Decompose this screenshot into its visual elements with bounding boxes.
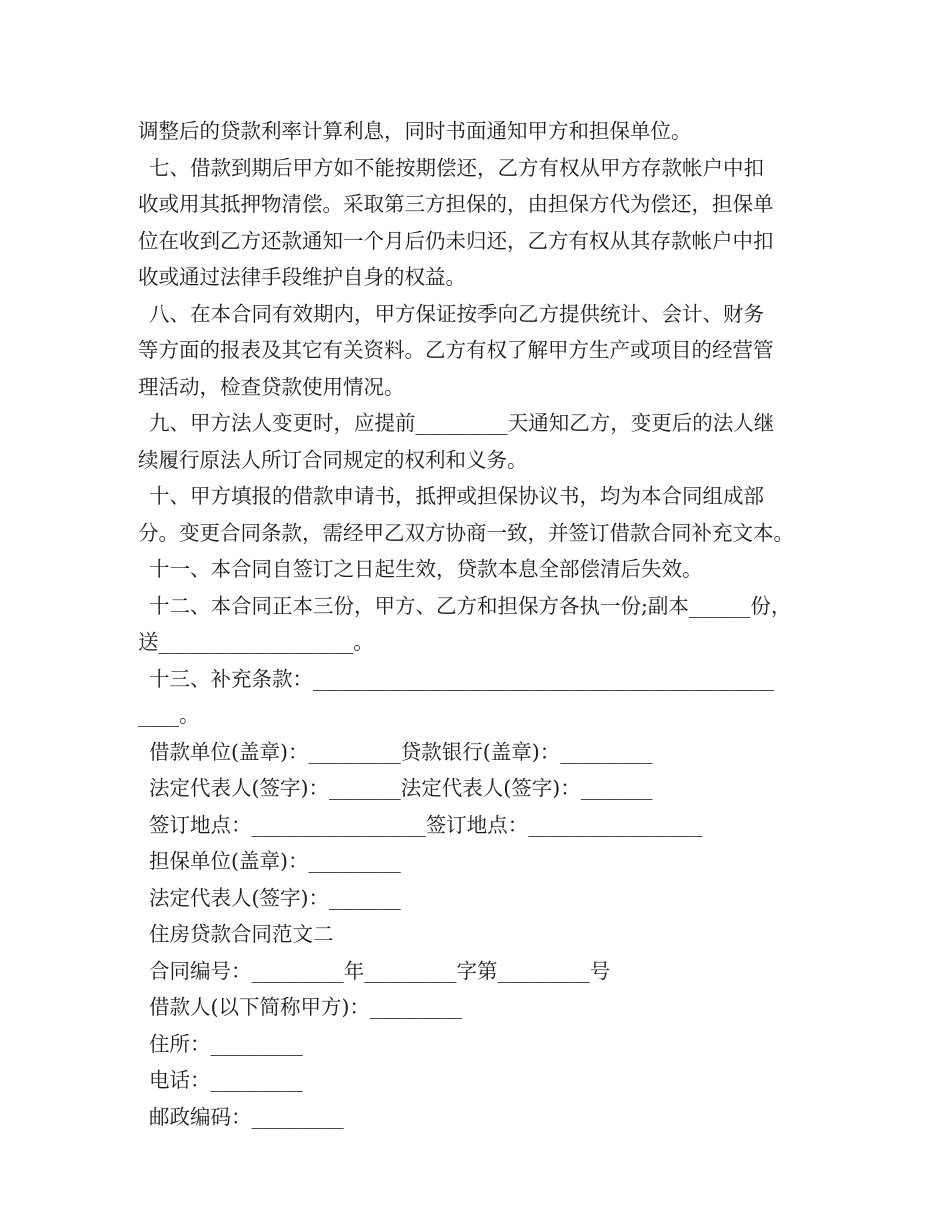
section-heading: 住房贷款合同范文二 [149, 922, 334, 946]
text-line: 理活动，检查贷款使用情况。 [138, 374, 405, 399]
clause-12-line: 十二、本合同正本三份，甲方、乙方和担保方各执一份;副本______份， [149, 593, 792, 618]
clause-8-line: 八、在本合同有效期内，甲方保证按季向乙方提供统计、会计、财务 [149, 301, 764, 326]
borrower-line: 借款人(以下简称甲方)：_________ [149, 995, 463, 1019]
text-line: 调整后的贷款利率计算利息，同时书面通知甲方和担保单位。 [138, 119, 692, 143]
clause-13-line: 十三、补充条款：_____________________________________________ [149, 666, 775, 691]
text-line: 收或通过法律手段维护自身的权益。 [138, 265, 466, 289]
text-line: 送___________________。 [138, 630, 374, 654]
text-line: 收或用其抵押物清偿。采取第三方担保的，由担保方代为偿还，担保单 [138, 192, 774, 216]
signature-guarantor: 担保单位(盖章)：_________ [149, 849, 401, 873]
clause-7-line: 七、借款到期后甲方如不能按期偿还，乙方有权从甲方存款帐户中扣 [149, 155, 764, 180]
contract-number-line: 合同编号：_________年_________字第_________号 [149, 958, 611, 983]
phone-line: 电话：_________ [149, 1068, 303, 1092]
text-line: ____。 [138, 703, 200, 727]
text-line: 分。变更合同条款，需经甲乙双方协商一致，并签订借款合同补充文本。 [138, 520, 794, 545]
text-line: 续履行原法人所订合同规定的权利和义务。 [138, 447, 528, 472]
document-body [138, 113, 828, 1135]
signature-guarantor-rep: 法定代表人(签字)：_______ [149, 885, 401, 910]
signature-legal-reps: 法定代表人(签字)：_______法定代表人(签字)：_______ [149, 776, 653, 800]
clause-11-line: 十一、本合同自签订之日起生效，贷款本息全部偿清后失效。 [149, 557, 703, 581]
address-line: 住所：_________ [149, 1031, 303, 1056]
clause-10-line: 十、甲方填报的借款申请书，抵押或担保协议书，均为本合同组成部 [149, 484, 764, 508]
text-line: 等方面的报表及其它有关资料。乙方有权了解甲方生产或项目的经营管 [138, 338, 774, 362]
clause-9-line: 九、甲方法人变更时，应提前_________天通知乙方，变更后的法人继 [149, 411, 775, 435]
postal-code-line: 邮政编码：_________ [149, 1104, 344, 1129]
signing-locations: 签订地点：_________________签订地点：_________________ [149, 812, 703, 837]
text-line: 位在收到乙方还款通知一个月后仍未归还，乙方有权从其存款帐户中扣 [138, 228, 774, 253]
signature-borrower-bank: 借款单位(盖章)：_________贷款银行(盖章)：_________ [149, 739, 653, 764]
